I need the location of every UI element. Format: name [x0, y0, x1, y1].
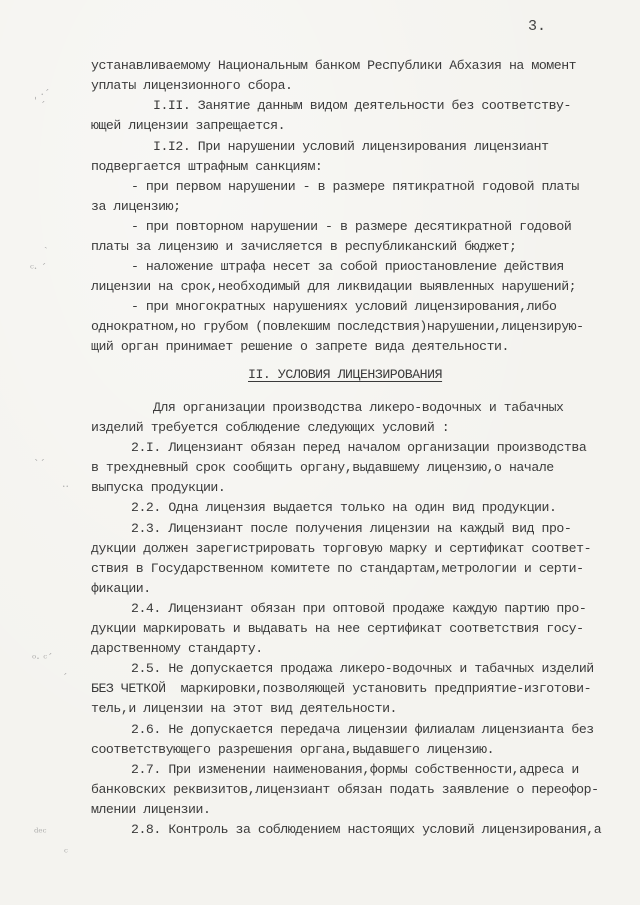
clause-2-5-line: БЕЗ ЧЕТКОЙ маркировки,позволяющей установить предприятие-изготови-: [91, 681, 592, 696]
margin-mark-icon: ··: [62, 480, 69, 493]
paragraph-line: устанавливаемому Национальным банком Республики Абхазия на момент: [91, 58, 577, 73]
clause-1-12-line: однократном,но грубом (повлекшим последствия)нарушении,лицензирую-: [91, 319, 584, 334]
clause-1-12-line: - при первом нарушении - в размере пятикратной годовой платы: [131, 179, 579, 194]
clause-2-7-line: млении лицензии.: [91, 802, 211, 817]
section-heading: II. УСЛОВИЯ ЛИЦЕНЗИРОВАНИЯ: [248, 367, 443, 382]
clause-2-3-line: ствия в Государственном комитете по стандартам,метрологии и серти-: [91, 561, 584, 576]
clause-1-12-line: - при повторном нарушении - в размере десятикратной годовой: [131, 219, 572, 234]
clause-1-12-line: щий орган принимает решение о запрете вида деятельности.: [91, 339, 509, 354]
margin-mark-icon: ˎ: [44, 236, 48, 249]
clause-2-8-line: 2.8. Контроль за соблюдением настоящих условий лицензирования,а: [131, 822, 602, 837]
clause-2-4-line: 2.4. Лицензиант обязан при оптовой продаже каждую партию про-: [131, 601, 587, 616]
clause-2-6-line: 2.6. Не допускается передача лицензии филиалам лицензианта без: [131, 722, 594, 737]
clause-1-11-line: I.II. Занятие данным видом деятельности без соответству-: [153, 98, 571, 113]
margin-mark-icon: ᵈᵉᶜ: [34, 826, 47, 839]
clause-1-12-line: лицензии на срок,необходимый для ликвидации выявленных нарушений;: [91, 279, 577, 294]
clause-2-3-line: 2.3. Лицензиант после получения лицензии на каждый вид про-: [131, 521, 572, 536]
clause-2-3-line: фикации.: [91, 581, 151, 596]
clause-2-7-line: 2.7. При изменении наименования,формы собственности,адреса и: [131, 762, 579, 777]
clause-2-4-line: дукции маркировать и выдавать на нее сертификат соответствия госу-: [91, 621, 584, 636]
margin-mark-icon: ᶜ· ˊ: [30, 262, 47, 275]
page-number: 3.: [528, 18, 547, 35]
clause-2-5-line: тель,и лицензии на этот вид деятельности.: [91, 701, 398, 716]
margin-mark-icon: ˊ: [40, 100, 46, 113]
clause-2-1-line: 2.I. Лицензиант обязан перед началом организации производства: [131, 440, 587, 455]
clause-1-12-line: I.I2. При нарушении условий лицензирования лицензиант: [153, 139, 549, 154]
clause-2-1-line: выпуска продукции.: [91, 480, 226, 495]
margin-mark-icon: ˋˊ: [34, 458, 45, 471]
clause-1-12-line: - наложение штрафа несет за собой приостановление действия: [131, 259, 564, 274]
clause-2-3-line: дукции должен зарегистрировать торговую марку и сертификат соответ-: [91, 541, 592, 556]
clause-2-2-line: 2.2. Одна лицензия выдается только на один вид продукции.: [131, 500, 557, 515]
margin-mark-icon: ᶜ: [64, 846, 68, 859]
clause-2-4-line: дарственному стандарту.: [91, 641, 263, 656]
clause-1-12-line: за лицензию;: [91, 199, 181, 214]
clause-1-11-line: ющей лицензии запрещается.: [91, 118, 286, 133]
margin-mark-icon: ᵒ· ᶜˊ: [32, 652, 53, 665]
paragraph-line: уплаты лицензионного сбора.: [91, 78, 293, 93]
clause-2-1-line: в трехдневный срок сообщить органу,выдавшему лицензию,о начале: [91, 460, 554, 475]
clause-2-6-line: соответствующего разрешения органа,выдавшего лицензию.: [91, 742, 495, 757]
clause-2-5-line: 2.5. Не допускается продажа ликеро-водочных и табачных изделий: [131, 661, 594, 676]
clause-1-12-line: платы за лицензию и зачисляется в республиканский бюджет;: [91, 239, 517, 254]
section-intro-line: Для организации производства ликеро-водочных и табачных: [153, 400, 564, 415]
margin-mark-icon: ˊ: [62, 672, 68, 685]
section-intro-line: изделий требуется соблюдение следующих условий :: [91, 420, 450, 435]
clause-1-12-line: - при многократных нарушениях условий лицензирования,либо: [131, 299, 557, 314]
clause-1-12-line: подвергается штрафным санкциям:: [91, 159, 323, 174]
margin-mark-icon: ˌ ·ˊ: [34, 88, 50, 101]
clause-2-7-line: банковских реквизитов,лицензиант обязан подать заявление о переофор-: [91, 782, 599, 797]
